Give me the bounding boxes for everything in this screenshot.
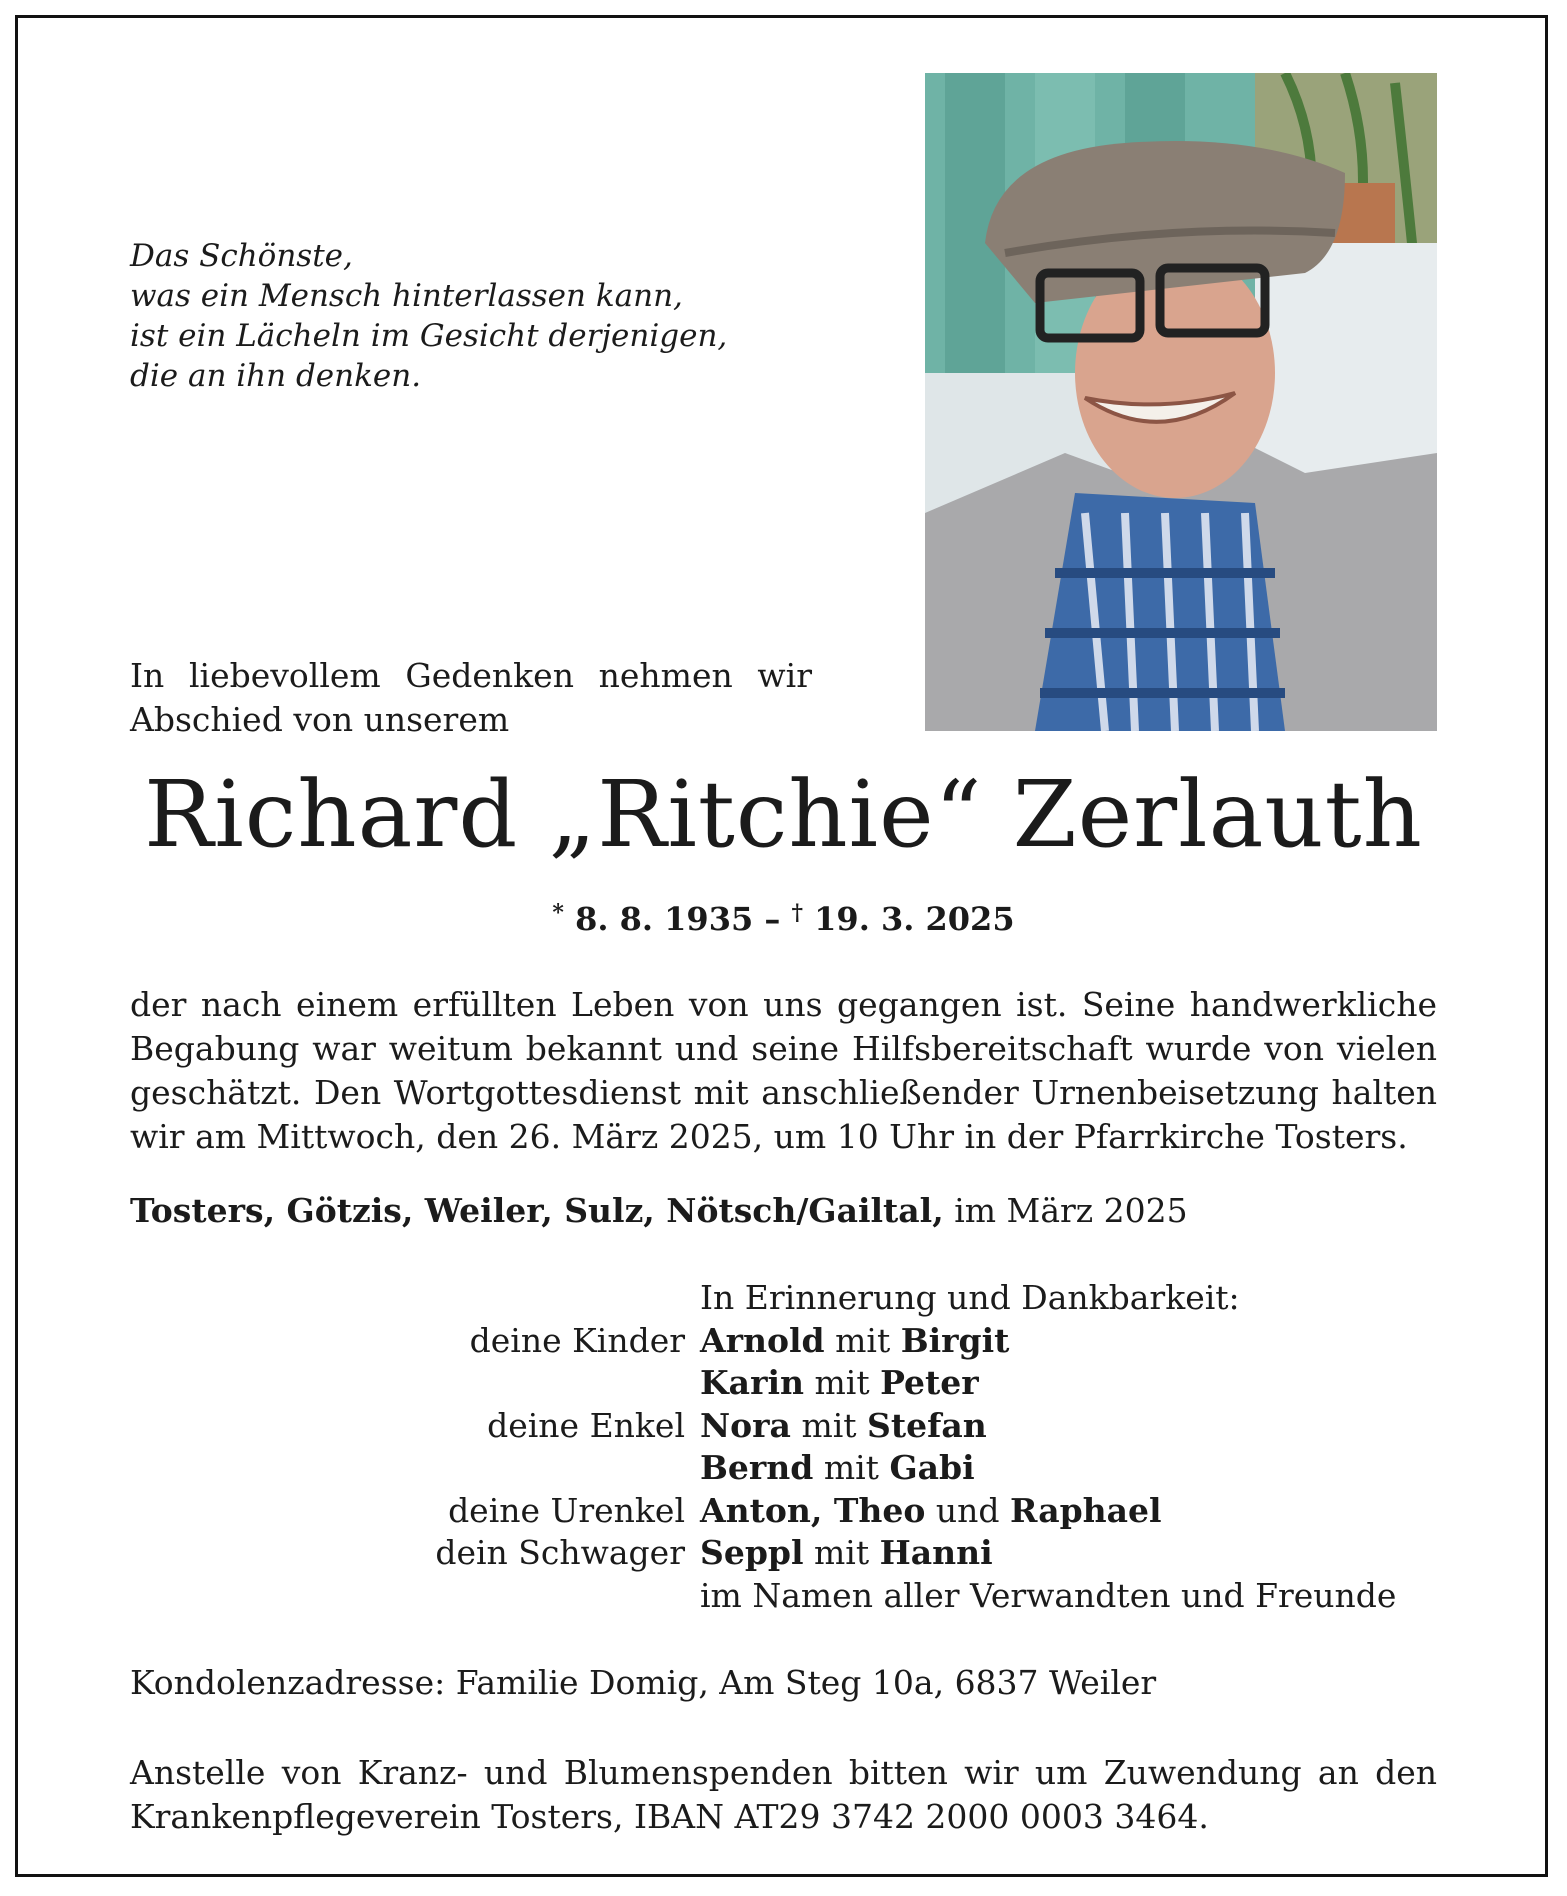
family-heading: In Erinnerung und Dankbarkeit: xyxy=(700,1278,1240,1317)
intro-text xyxy=(130,654,812,742)
family-row xyxy=(130,1362,1437,1405)
family-row xyxy=(130,1490,1437,1533)
donation-note xyxy=(130,1751,1437,1839)
relation-label: deine Kinder xyxy=(469,1320,685,1360)
family-member: Arnold xyxy=(700,1320,825,1360)
family-member: Birgit xyxy=(900,1320,1010,1360)
places-line xyxy=(130,1191,1188,1230)
family-row xyxy=(130,1447,1437,1490)
family-member: Gabi xyxy=(889,1448,975,1487)
family-member: Nora xyxy=(700,1405,791,1445)
relation-label xyxy=(130,1362,700,1405)
death-mark: † xyxy=(791,900,804,926)
date-separator: – xyxy=(764,900,781,938)
family-member: Karin xyxy=(700,1363,804,1402)
birth-date: 8. 8. 1935 xyxy=(575,900,754,938)
conjunction: und xyxy=(925,1490,1011,1530)
conjunction: mit xyxy=(813,1448,890,1487)
quote-line: was ein Mensch hinterlassen kann, xyxy=(130,278,683,314)
donation-line: Krankenpflegeverein Tosters, IBAN AT29 3742 2000 0003 3464. xyxy=(130,1797,1209,1836)
family-member: Seppl xyxy=(700,1533,804,1572)
quote-line: Das Schönste, xyxy=(130,238,353,274)
memorial-quote xyxy=(130,236,727,396)
conjunction: mit xyxy=(803,1533,880,1572)
places-names: Tosters, Götzis, Weiler, Sulz, Nötsch/Gailtal, xyxy=(130,1191,944,1230)
family-row xyxy=(130,1320,1437,1363)
portrait-photo xyxy=(925,73,1437,731)
body-line: Begabung war weitum bekannt und seine Hilfsbereitschaft wurde von vielen xyxy=(130,1029,1437,1068)
family-member: Hanni xyxy=(879,1533,993,1572)
family-row xyxy=(130,1532,1437,1575)
death-date: 19. 3. 2025 xyxy=(814,900,1015,938)
life-dates xyxy=(0,900,1567,938)
intro-line: In liebevollem Gedenken nehmen wir xyxy=(130,656,812,695)
body-line: der nach einem erfüllten Leben von uns gegangen ist. Seine handwerkliche xyxy=(130,985,1437,1024)
relation-label xyxy=(130,1447,700,1490)
donation-line: Anstelle von Kranz- und Blumenspenden bitten wir um Zuwendung an den xyxy=(130,1753,1437,1792)
birth-mark: * xyxy=(552,900,564,926)
intro-line: Abschied von unserem xyxy=(130,700,510,739)
relation-label: deine Urenkel xyxy=(448,1490,685,1530)
places-date: im März 2025 xyxy=(943,1191,1188,1230)
family-member: Raphael xyxy=(1010,1490,1162,1530)
body-line: geschätzt. Den Wortgottesdienst mit anschließender Urnenbeisetzung halten xyxy=(130,1073,1437,1112)
condolence-address: Kondolenzadresse: Familie Domig, Am Steg 10a, 6837 Weiler xyxy=(130,1663,1157,1702)
family-member: Stefan xyxy=(867,1405,987,1445)
family-closing: im Namen aller Verwandten und Freunde xyxy=(700,1575,1397,1615)
announcement-body xyxy=(130,983,1437,1159)
relation-label: dein Schwager xyxy=(435,1533,685,1572)
family-row xyxy=(130,1405,1437,1448)
relation-label: deine Enkel xyxy=(487,1405,685,1445)
conjunction: mit xyxy=(824,1320,901,1360)
conjunction: mit xyxy=(790,1405,868,1445)
family-list xyxy=(130,1277,1437,1617)
deceased-name: Richard „Ritchie“ Zerlauth xyxy=(144,761,1423,868)
body-line: wir am Mittwoch, den 26. März 2025, um 10 Uhr in der Pfarrkirche Tosters. xyxy=(130,1117,1408,1156)
conjunction: mit xyxy=(803,1363,881,1402)
quote-line: die an ihn denken. xyxy=(130,358,422,394)
family-member: Bernd xyxy=(700,1448,814,1487)
family-member: Anton, Theo xyxy=(700,1490,926,1530)
family-member: Peter xyxy=(880,1363,979,1402)
quote-line: ist ein Lächeln im Gesicht derjenigen, xyxy=(130,318,728,354)
